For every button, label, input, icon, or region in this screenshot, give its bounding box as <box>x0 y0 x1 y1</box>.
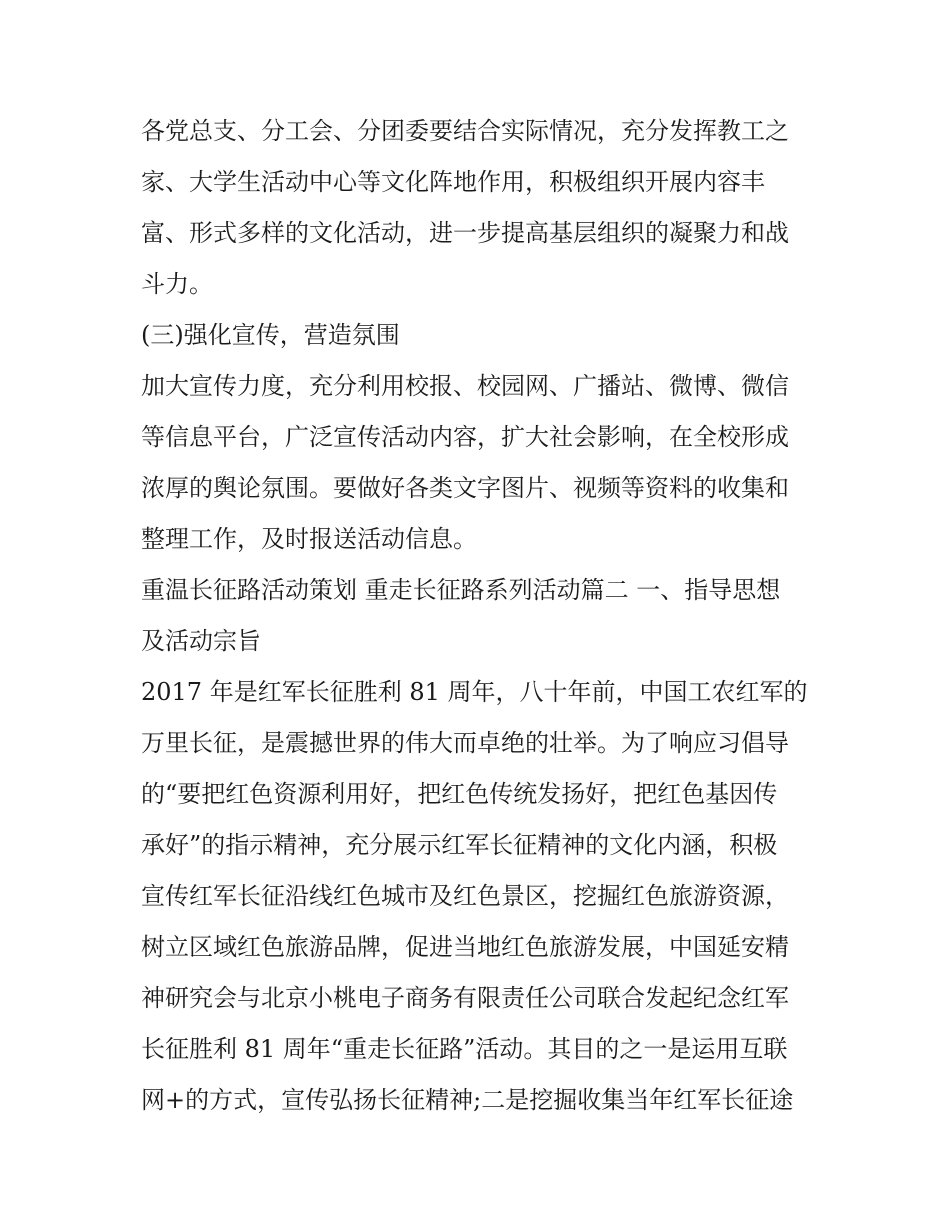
text-line: 斗力。 <box>141 270 213 298</box>
article-title-line: 及活动宗旨 <box>141 627 261 655</box>
section-heading: (三)强化宣传，营造氛围 <box>141 321 400 349</box>
text-line: 树立区域红色旅游品牌，促进当地红色旅游发展，中国延安精 <box>141 933 789 961</box>
text-line: 富、形式多样的文化活动，进一步提高基层组织的凝聚力和战 <box>141 219 789 247</box>
text-line: 2017 年是红军长征胜利 81 周年，八十年前，中国工农红军的 <box>141 678 808 706</box>
text-line: 宣传红军长征沿线红色城市及红色景区，挖掘红色旅游资源， <box>141 882 789 910</box>
text-line: 长征胜利 81 周年“重走长征路”活动。其目的之一是运用互联 <box>141 1035 788 1063</box>
text-line: 各党总支、分工会、分团委要结合实际情况，充分发挥教工之 <box>141 117 789 145</box>
text-line: 神研究会与北京小桃电子商务有限责任公司联合发起纪念红军 <box>141 984 789 1012</box>
document-body <box>141 106 816 1126</box>
text-line: 浓厚的舆论氛围。要做好各类文字图片、视频等资料的收集和 <box>141 474 789 502</box>
text-line: 网+的方式，宣传弘扬长征精神;二是挖掘收集当年红军长征途 <box>141 1086 794 1114</box>
text-line: 家、大学生活动中心等文化阵地作用，积极组织开展内容丰 <box>141 168 765 196</box>
text-line: 承好”的指示精神，充分展示红军长征精神的文化内涵，积极 <box>141 831 778 859</box>
text-line: 的“要把红色资源利用好，把红色传统发扬好，把红色基因传 <box>141 780 778 808</box>
text-line: 加大宣传力度，充分利用校报、校园网、广播站、微博、微信 <box>141 372 789 400</box>
text-line: 整理工作，及时报送活动信息。 <box>141 525 477 553</box>
text-line: 万里长征，是震撼世界的伟大而卓绝的壮举。为了响应习倡导 <box>141 729 789 757</box>
article-title-line: 重温长征路活动策划 重走长征路系列活动篇二 一、指导思想 <box>141 576 781 604</box>
text-line: 等信息平台，广泛宣传活动内容，扩大社会影响，在全校形成 <box>141 423 789 451</box>
